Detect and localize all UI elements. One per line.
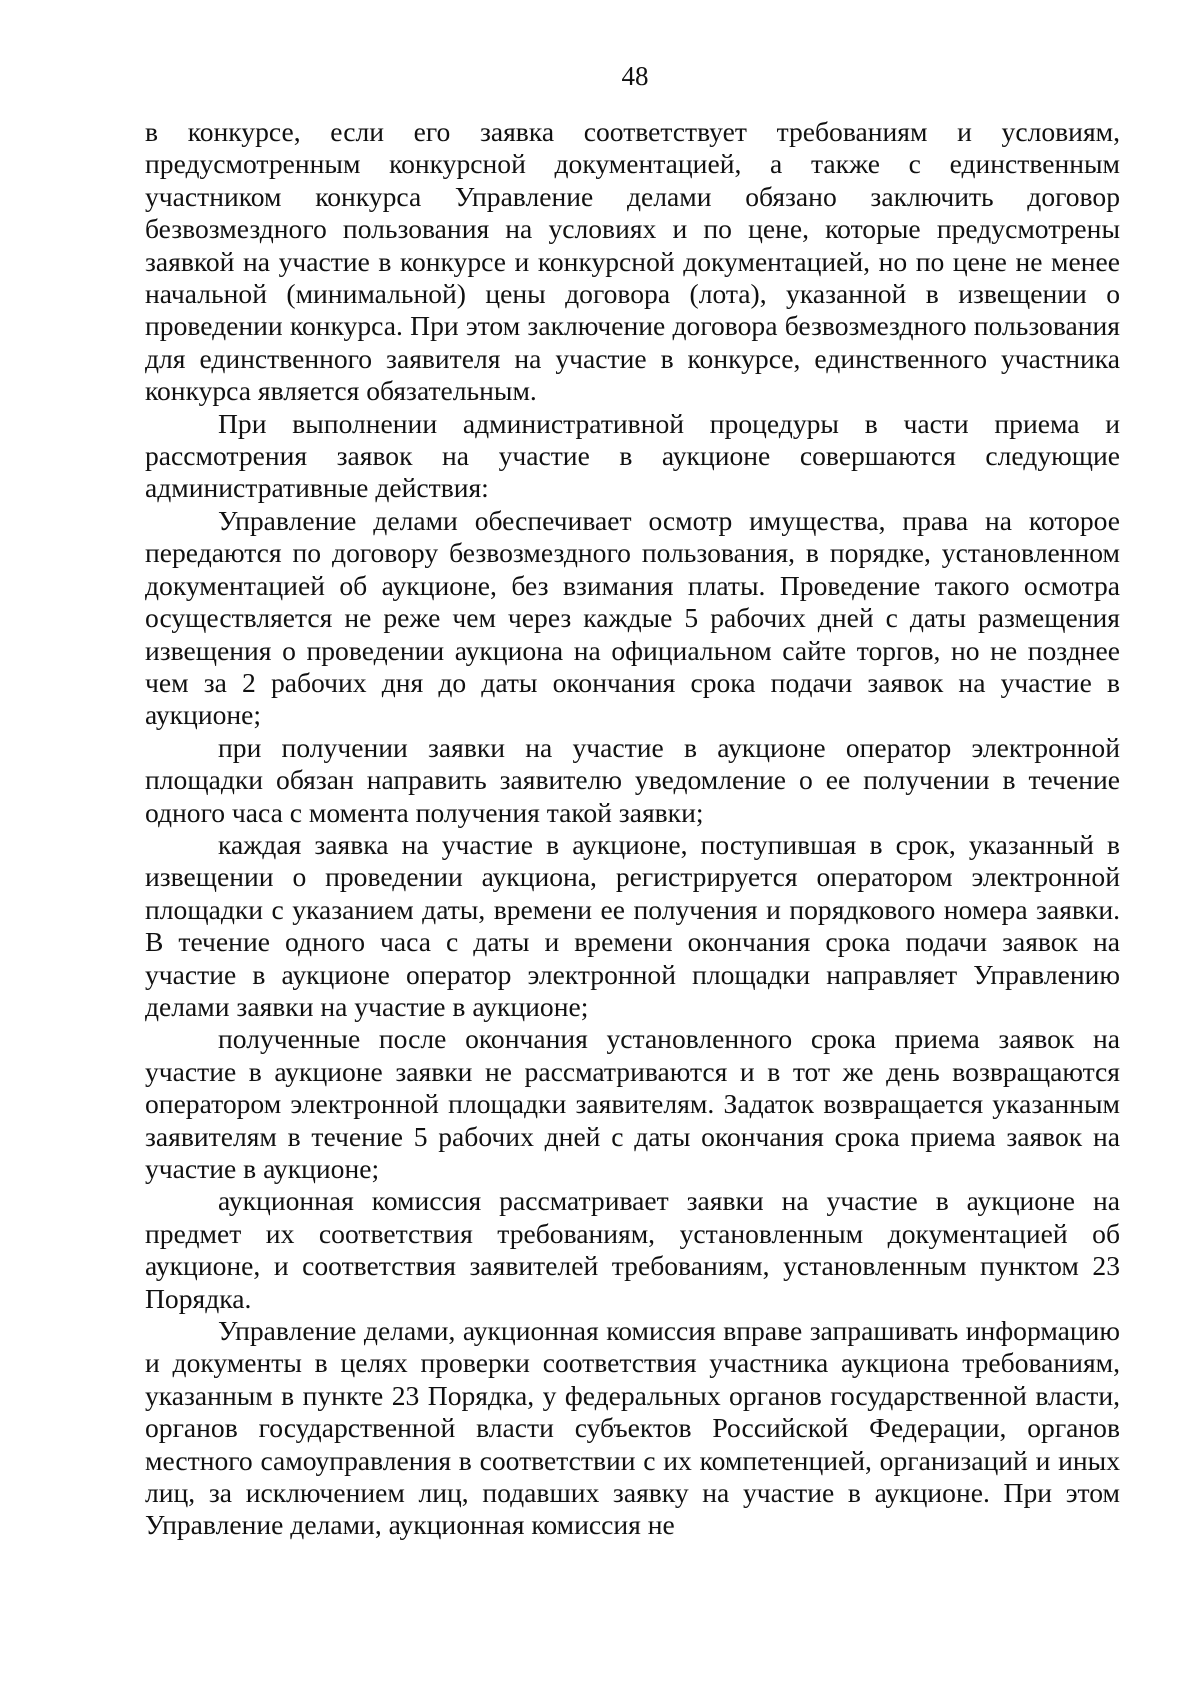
paragraph: аукционная комиссия рассматривает заявки на участие в аукционе на предмет их соответствия требованиям, установленным документацией об аукционе, и соответствия заявителей требованиям, установленным пунктом 23 Порядка. xyxy=(145,1185,1120,1314)
paragraph: каждая заявка на участие в аукционе, поступившая в срок, указанный в извещении о проведении аукциона, регистрируется оператором электронной площадки с указанием даты, времени ее получения и порядкового номера заявки. В течение одного часа с даты и времени окончания срока подачи заявок на участие в аукционе оператор электронной площадки направляет Управлению делами заявки на участие в аукционе; xyxy=(145,828,1120,1022)
paragraph: Управление делами обеспечивает осмотр имущества, права на которое передаются по договору безвозмездного пользования, в порядке, установленном документацией об аукционе, без взимания платы. Проведение такого осмотра осуществляется не реже чем через каждые 5 рабочих дней с даты размещения извещения о проведении аукциона на официальном сайте торгов, но не позднее чем за 2 рабочих дня до даты окончания срока подачи заявок на участие в аукционе; xyxy=(145,504,1120,731)
paragraph: при получении заявки на участие в аукционе оператор электронной площадки обязан направить заявителю уведомление о ее получении в течение одного часа с момента получения такой заявки; xyxy=(145,731,1120,828)
paragraph: полученные после окончания установленного срока приема заявок на участие в аукционе заявки не рассматриваются и в тот же день возвращаются оператором электронной площадки заявителям. Задаток возвращается указанным заявителям в течение 5 рабочих дней с даты окончания срока приема заявок на участие в аукционе; xyxy=(145,1023,1120,1184)
paragraph: При выполнении административной процедуры в части приема и рассмотрения заявок на участие в аукционе совершаются следующие административные действия: xyxy=(145,407,1120,504)
document-body xyxy=(145,116,1120,1542)
paragraph-continuation: в конкурсе, если его заявка соответствует требованиям и условиям, предусмотренным конкурсной документацией, а также с единственным участником конкурса Управление делами обязано заключить договор безвозмездного пользования на условиях и по цене, которые предусмотрены заявкой на участие в конкурсе и конкурсной документацией, но по цене не менее начальной (минимальной) цены договора (лота), указанной в извещении о проведении конкурса. При этом заключение договора безвозмездного пользования для единственного заявителя на участие в конкурсе, единственного участника конкурса является обязательным. xyxy=(145,116,1120,407)
page-number: 48 xyxy=(621,61,649,91)
paragraph: Управление делами, аукционная комиссия вправе запрашивать информацию и документы в целях проверки соответствия участника аукциона требованиям, указанным в пункте 23 Порядка, у федеральных органов государственной власти, органов государственной власти субъектов Российской Федерации, органов местного самоуправления в соответствии с их компетенцией, организаций и иных лиц, за исключением лиц, подавших заявку на участие в аукционе. При этом Управление делами, аукционная комиссия не xyxy=(145,1315,1120,1541)
